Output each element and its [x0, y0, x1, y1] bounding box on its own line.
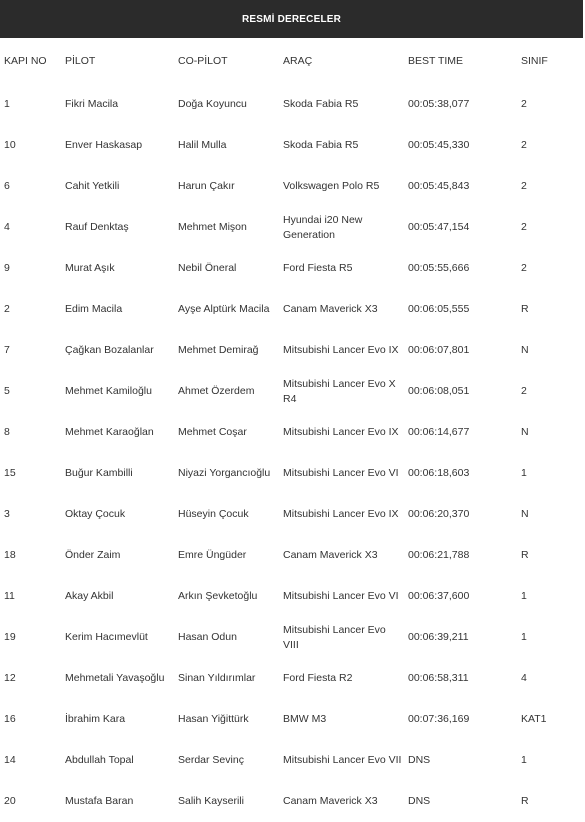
class-cell: N [521, 426, 529, 438]
class-cell: 1 [521, 590, 527, 602]
best-time-cell: 00:05:47,154 [408, 221, 470, 233]
best-time-cell: 00:06:08,051 [408, 385, 470, 397]
class-cell: 1 [521, 467, 527, 479]
table-row [0, 494, 583, 535]
door-no-cell: 8 [4, 426, 10, 438]
door-no-cell: 12 [4, 672, 16, 684]
vehicle-cell: Hyundai i20 New Generation [283, 213, 363, 241]
co-pilot-cell: Sinan Yıldırımlar [178, 672, 256, 684]
results-title-bar [0, 0, 583, 38]
pilot-cell: Mustafa Baran [65, 795, 134, 807]
vehicle-cell: Mitsubishi Lancer Evo IX [283, 344, 399, 356]
door-no-cell: 18 [4, 549, 16, 561]
results-table [0, 38, 583, 822]
class-cell: KAT1 [521, 713, 547, 725]
table-row [0, 166, 583, 207]
co-pilot-cell: Salih Kayserili [178, 795, 244, 807]
table-row [0, 207, 583, 248]
door-no-cell: 15 [4, 467, 16, 479]
best-time-cell: 00:06:18,603 [408, 467, 470, 479]
door-no-cell: 7 [4, 344, 10, 356]
door-no-cell: 3 [4, 508, 10, 520]
header-row [0, 38, 583, 84]
pilot-cell: Çağkan Bozalanlar [65, 344, 154, 356]
table-row [0, 658, 583, 699]
vehicle-cell: Canam Maverick X3 [283, 303, 378, 315]
co-pilot-cell: Mehmet Mişon [178, 221, 247, 233]
best-time-cell: 00:06:21,788 [408, 549, 470, 561]
door-no-cell: 16 [4, 713, 16, 725]
best-time-cell: 00:05:45,843 [408, 180, 470, 192]
column-header-pilot: PİLOT [65, 54, 96, 67]
pilot-cell: Mehmet Kamiloğlu [65, 385, 152, 397]
table-row [0, 84, 583, 125]
class-cell: 1 [521, 754, 527, 766]
best-time-cell: 00:06:14,677 [408, 426, 470, 438]
pilot-cell: Enver Haskasap [65, 139, 143, 151]
table-row [0, 248, 583, 289]
vehicle-cell: Ford Fiesta R5 [283, 262, 353, 274]
class-cell: N [521, 344, 529, 356]
vehicle-cell: Mitsubishi Lancer Evo X R4 [283, 377, 396, 405]
class-cell: 2 [521, 98, 527, 110]
door-no-cell: 19 [4, 631, 16, 643]
vehicle-cell: Canam Maverick X3 [283, 549, 378, 561]
pilot-cell: Fikri Macila [65, 98, 119, 110]
class-cell: 2 [521, 139, 527, 151]
best-time-cell: 00:06:39,211 [408, 631, 469, 643]
best-time-cell: 00:05:55,666 [408, 262, 470, 274]
door-no-cell: 9 [4, 262, 10, 274]
co-pilot-cell: Serdar Sevinç [178, 754, 244, 766]
table-row [0, 781, 583, 822]
door-no-cell: 5 [4, 385, 10, 397]
pilot-cell: Akay Akbil [65, 590, 114, 602]
table-row [0, 535, 583, 576]
vehicle-cell: Canam Maverick X3 [283, 795, 378, 807]
vehicle-cell: Mitsubishi Lancer Evo VII [283, 754, 402, 766]
table-row [0, 412, 583, 453]
vehicle-cell: Skoda Fabia R5 [283, 139, 359, 151]
best-time-cell: 00:06:37,600 [408, 590, 470, 602]
class-cell: N [521, 508, 529, 520]
class-cell: 2 [521, 262, 527, 274]
pilot-cell: İbrahim Kara [65, 713, 126, 725]
table-row [0, 740, 583, 781]
table-row [0, 576, 583, 617]
column-header-best-time: BEST TIME [408, 54, 464, 67]
pilot-cell: Mehmet Karaoğlan [65, 426, 154, 438]
results-table-body [0, 84, 583, 822]
column-header-class: SINIF [521, 54, 548, 67]
column-header-door-no: KAPI NO [4, 54, 47, 67]
best-time-cell: DNS [408, 754, 431, 766]
best-time-cell: 00:05:38,077 [408, 98, 470, 110]
vehicle-cell: Mitsubishi Lancer Evo IX [283, 426, 399, 438]
table-row [0, 289, 583, 330]
co-pilot-cell: Nebil Öneral [178, 262, 237, 274]
class-cell: 4 [521, 672, 527, 684]
vehicle-cell: Mitsubishi Lancer Evo VI [283, 467, 399, 479]
door-no-cell: 4 [4, 221, 10, 233]
class-cell: R [521, 549, 529, 561]
co-pilot-cell: Emre Üngüder [178, 549, 247, 561]
door-no-cell: 1 [4, 98, 10, 110]
table-row [0, 699, 583, 740]
door-no-cell: 10 [4, 139, 16, 151]
co-pilot-cell: Halil Mulla [178, 139, 227, 151]
class-cell: 2 [521, 221, 527, 233]
door-no-cell: 20 [4, 795, 16, 807]
vehicle-cell: Mitsubishi Lancer Evo VIII [283, 623, 386, 651]
class-cell: 2 [521, 385, 527, 397]
table-row [0, 330, 583, 371]
pilot-cell: Murat Aşık [65, 262, 115, 274]
pilot-cell: Buğur Kambilli [65, 467, 133, 479]
co-pilot-cell: Ahmet Özerdem [178, 385, 255, 397]
vehicle-cell: Mitsubishi Lancer Evo IX [283, 508, 399, 520]
vehicle-cell: Volkswagen Polo R5 [283, 180, 380, 192]
co-pilot-cell: Hasan Odun [178, 631, 237, 643]
pilot-cell: Oktay Çocuk [65, 508, 126, 520]
best-time-cell: DNS [408, 795, 431, 807]
best-time-cell: 00:06:05,555 [408, 303, 470, 315]
co-pilot-cell: Doğa Koyuncu [178, 98, 247, 110]
pilot-cell: Rauf Denktaş [65, 221, 129, 233]
co-pilot-cell: Ayşe Alptürk Macila [178, 303, 270, 315]
table-row [0, 453, 583, 494]
pilot-cell: Cahit Yetkili [65, 180, 120, 192]
door-no-cell: 11 [4, 590, 15, 602]
class-cell: R [521, 303, 529, 315]
vehicle-cell: BMW M3 [283, 713, 327, 725]
vehicle-cell: Mitsubishi Lancer Evo VI [283, 590, 399, 602]
column-header-co-pilot: CO-PİLOT [178, 54, 228, 67]
best-time-cell: 00:07:36,169 [408, 713, 470, 725]
vehicle-cell: Ford Fiesta R2 [283, 672, 353, 684]
results-table-head [0, 38, 583, 84]
co-pilot-cell: Mehmet Demirağ [178, 344, 259, 356]
table-row [0, 371, 583, 412]
best-time-cell: 00:06:20,370 [408, 508, 470, 520]
door-no-cell: 2 [4, 303, 10, 315]
co-pilot-cell: Mehmet Coşar [178, 426, 247, 438]
co-pilot-cell: Arkın Şevketoğlu [178, 590, 258, 602]
column-header-vehicle: ARAÇ [283, 54, 313, 67]
best-time-cell: 00:05:45,330 [408, 139, 470, 151]
pilot-cell: Kerim Hacımevlüt [65, 631, 148, 643]
best-time-cell: 00:06:07,801 [408, 344, 470, 356]
pilot-cell: Mehmetali Yavaşoğlu [65, 672, 165, 684]
best-time-cell: 00:06:58,311 [408, 672, 469, 684]
door-no-cell: 6 [4, 180, 10, 192]
pilot-cell: Abdullah Topal [65, 754, 134, 766]
table-row [0, 617, 583, 658]
co-pilot-cell: Hüseyin Çocuk [178, 508, 249, 520]
door-no-cell: 14 [4, 754, 16, 766]
co-pilot-cell: Harun Çakır [178, 180, 235, 192]
pilot-cell: Önder Zaim [65, 549, 121, 561]
co-pilot-cell: Niyazi Yorgancıoğlu [178, 467, 271, 479]
page-title: RESMİ DERECELER [241, 13, 342, 25]
table-row [0, 125, 583, 166]
vehicle-cell: Skoda Fabia R5 [283, 98, 359, 110]
pilot-cell: Edim Macila [65, 303, 123, 315]
class-cell: R [521, 795, 529, 807]
class-cell: 1 [521, 631, 527, 643]
co-pilot-cell: Hasan Yiğittürk [178, 713, 249, 725]
class-cell: 2 [521, 180, 527, 192]
